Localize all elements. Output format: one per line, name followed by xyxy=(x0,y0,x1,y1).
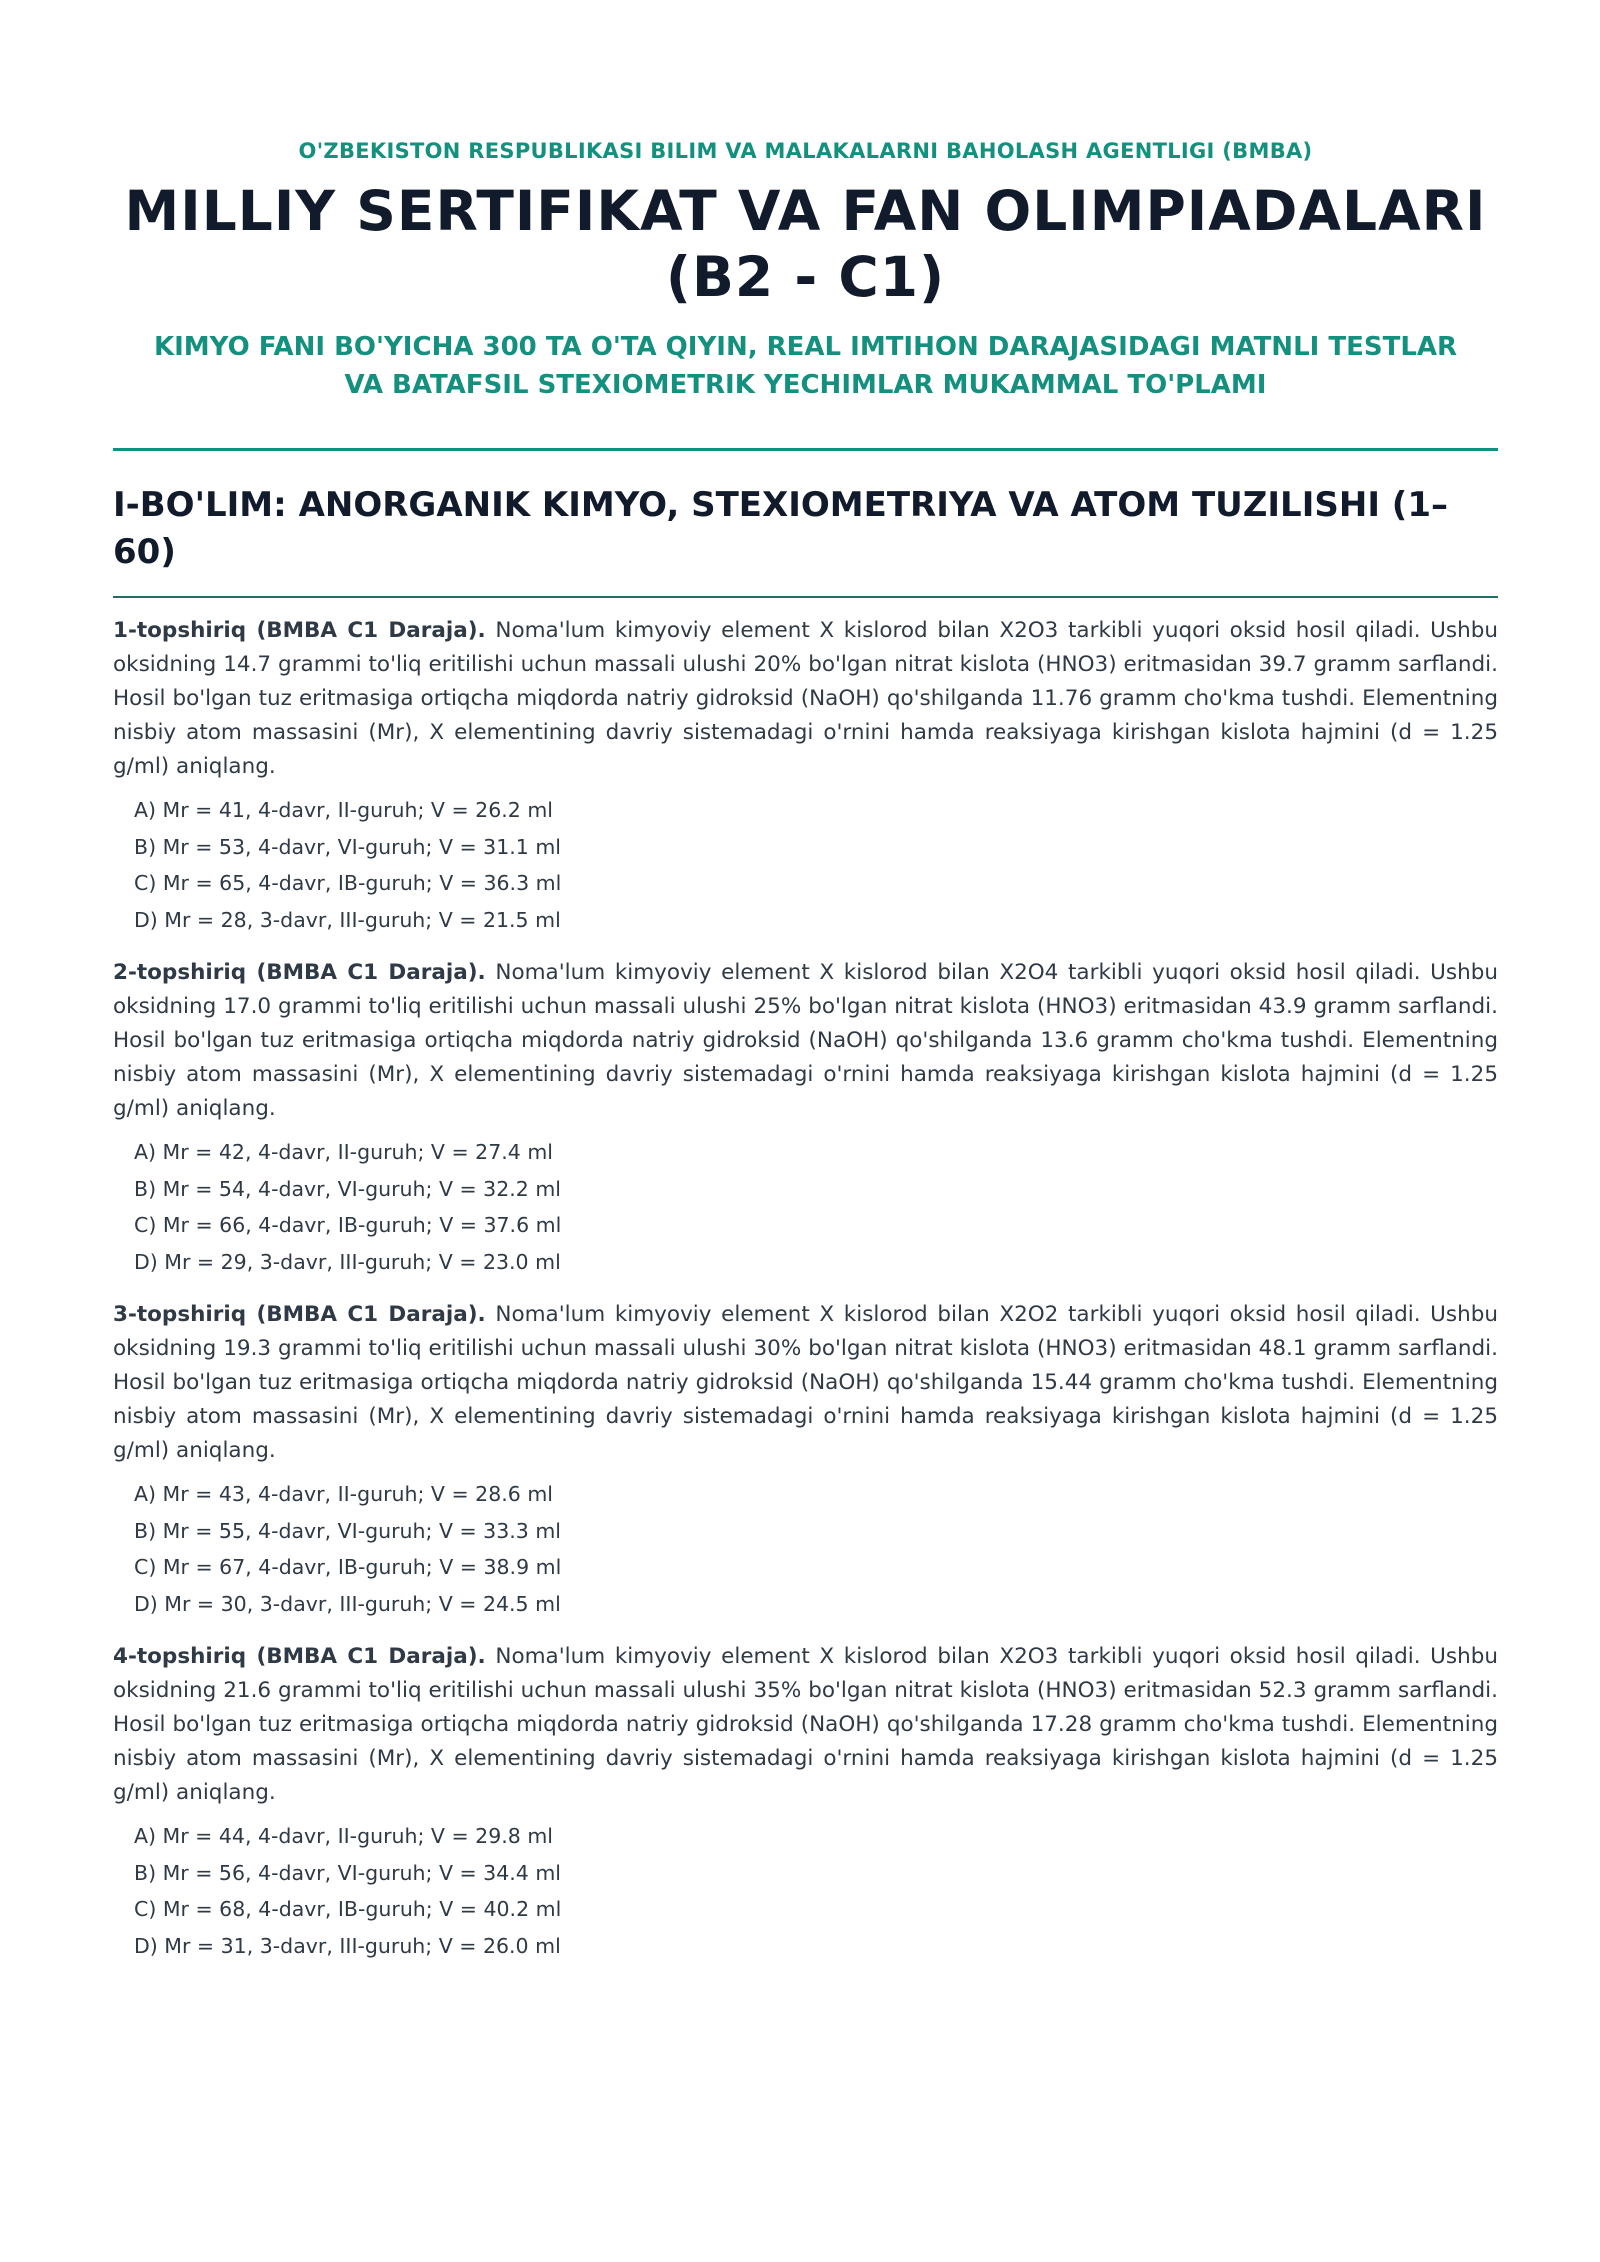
option-d[interactable]: D) Mr = 28, 3-davr, III-guruh; V = 21.5 ml xyxy=(134,907,561,932)
option-b[interactable]: B) Mr = 55, 4-davr, VI-guruh; V = 33.3 ml xyxy=(134,1518,561,1543)
option-c[interactable]: C) Mr = 67, 4-davr, IB-guruh; V = 38.9 ml xyxy=(134,1555,562,1579)
title-line-1: MILLIY SERTIFIKAT VA FAN OLIMPIADALARI xyxy=(124,179,1487,243)
option-d[interactable]: D) Mr = 30, 3-davr, III-guruh; V = 24.5 ml xyxy=(134,1591,561,1616)
option-c[interactable]: C) Mr = 66, 4-davr, IB-guruh; V = 37.6 ml xyxy=(134,1213,562,1237)
option-a[interactable]: A) Mr = 41, 4-davr, II-guruh; V = 26.2 ml xyxy=(134,798,553,822)
question-body: Noma'lum kimyoviy element X kislorod bilan X2O4 tarkibli yuqori oksid hosil qiladi. Ushbu oksidning 17.0 grammi to'liq eritilishi uchun massali ulushi 25% bo'lgan nitrat kislota (HNO3) eritmasidan 43.9 gramm sarflandi. Hosil bo'lgan tuz eritmasiga ortiqcha miqdorda natriy gidroksid (NaOH) qo'shilganda 13.6 gramm cho'kma tushdi. Elementning nisbiy atom massasini (Mr), X elementining davriy sistemadagi o'rnini hamda reaksiyaga kirishgan kislota hajmini (d = 1.25 g/ml) aniqlang. xyxy=(113,960,1499,1121)
agency-heading: O'ZBEKISTON RESPUBLIKASI BILIM VA MALAKALARNI BAHOLASH AGENTLIGI (BMBA) xyxy=(298,139,1313,163)
section-title: I-BO'LIM: ANORGANIK KIMYO, STEXIOMETRIYA VA ATOM TUZILISHI (1–60) xyxy=(113,485,1448,572)
option-a[interactable]: A) Mr = 43, 4-davr, II-guruh; V = 28.6 ml xyxy=(134,1482,553,1506)
answer-options xyxy=(113,1134,1498,1280)
option-c[interactable]: C) Mr = 65, 4-davr, IB-guruh; V = 36.3 ml xyxy=(134,871,562,895)
document-title xyxy=(113,178,1498,310)
option-b[interactable]: B) Mr = 54, 4-davr, VI-guruh; V = 32.2 ml xyxy=(134,1176,561,1201)
header-divider xyxy=(113,448,1498,451)
question-label: 3-topshiriq (BMBA C1 Daraja). xyxy=(113,1302,486,1327)
question-4 xyxy=(113,1640,1498,1964)
answer-options xyxy=(113,792,1498,938)
question-body: Noma'lum kimyoviy element X kislorod bilan X2O3 tarkibli yuqori oksid hosil qiladi. Ushbu oksidning 14.7 grammi to'liq eritilishi uchun massali ulushi 20% bo'lgan nitrat kislota (HNO3) eritmasidan 39.7 gramm sarflandi. Hosil bo'lgan tuz eritmasiga ortiqcha miqdorda natriy gidroksid (NaOH) qo'shilganda 11.76 gramm cho'kma tushdi. Elementning nisbiy atom massasini (Mr), X elementining davriy sistemadagi o'rnini hamda reaksiyaga kirishgan kislota hajmini (d = 1.25 g/ml) aniqlang. xyxy=(113,618,1499,779)
title-line-2: (B2 - C1) xyxy=(665,245,946,309)
question-text xyxy=(113,614,1498,784)
question-body: Noma'lum kimyoviy element X kislorod bilan X2O2 tarkibli yuqori oksid hosil qiladi. Ushbu oksidning 19.3 grammi to'liq eritilishi uchun massali ulushi 30% bo'lgan nitrat kislota (HNO3) eritmasidan 48.1 gramm sarflandi. Hosil bo'lgan tuz eritmasiga ortiqcha miqdorda natriy gidroksid (NaOH) qo'shilganda 15.44 gramm cho'kma tushdi. Elementning nisbiy atom massasini (Mr), X elementining davriy sistemadagi o'rnini hamda reaksiyaga kirishgan kislota hajmini (d = 1.25 g/ml) aniqlang. xyxy=(113,1302,1499,1463)
question-text xyxy=(113,1640,1498,1810)
question-label: 4-topshiriq (BMBA C1 Daraja). xyxy=(113,1644,486,1669)
question-body: Noma'lum kimyoviy element X kislorod bilan X2O3 tarkibli yuqori oksid hosil qiladi. Ushbu oksidning 21.6 grammi to'liq eritilishi uchun massali ulushi 35% bo'lgan nitrat kislota (HNO3) eritmasidan 52.3 gramm sarflandi. Hosil bo'lgan tuz eritmasiga ortiqcha miqdorda natriy gidroksid (NaOH) qo'shilganda 17.28 gramm cho'kma tushdi. Elementning nisbiy atom massasini (Mr), X elementining davriy sistemadagi o'rnini hamda reaksiyaga kirishgan kislota hajmini (d = 1.25 g/ml) aniqlang. xyxy=(113,1644,1499,1805)
answer-options xyxy=(113,1476,1498,1622)
option-b[interactable]: B) Mr = 56, 4-davr, VI-guruh; V = 34.4 ml xyxy=(134,1860,561,1885)
option-a[interactable]: A) Mr = 42, 4-davr, II-guruh; V = 27.4 ml xyxy=(134,1140,553,1164)
option-c[interactable]: C) Mr = 68, 4-davr, IB-guruh; V = 40.2 ml xyxy=(134,1897,562,1921)
question-2 xyxy=(113,956,1498,1280)
subtitle-line-2: VA BATAFSIL STEXIOMETRIK YECHIMLAR MUKAMMAL TO'PLAMI xyxy=(344,370,1267,400)
option-b[interactable]: B) Mr = 53, 4-davr, VI-guruh; V = 31.1 ml xyxy=(134,834,561,859)
question-1 xyxy=(113,614,1498,938)
answer-options xyxy=(113,1818,1498,1964)
question-text xyxy=(113,956,1498,1126)
option-a[interactable]: A) Mr = 44, 4-davr, II-guruh; V = 29.8 ml xyxy=(134,1824,553,1848)
question-3 xyxy=(113,1298,1498,1622)
option-d[interactable]: D) Mr = 31, 3-davr, III-guruh; V = 26.0 ml xyxy=(134,1933,561,1958)
option-d[interactable]: D) Mr = 29, 3-davr, III-guruh; V = 23.0 ml xyxy=(134,1249,561,1274)
question-text xyxy=(113,1298,1498,1468)
subtitle-line-1: KIMYO FANI BO'YICHA 300 TA O'TA QIYIN, REAL IMTIHON DARAJASIDAGI MATNLI TESTLAR xyxy=(153,332,1458,362)
question-label: 1-topshiriq (BMBA C1 Daraja). xyxy=(113,618,486,643)
question-label: 2-topshiriq (BMBA C1 Daraja). xyxy=(113,960,486,985)
section-divider xyxy=(113,596,1498,598)
document-subtitle xyxy=(113,328,1498,404)
